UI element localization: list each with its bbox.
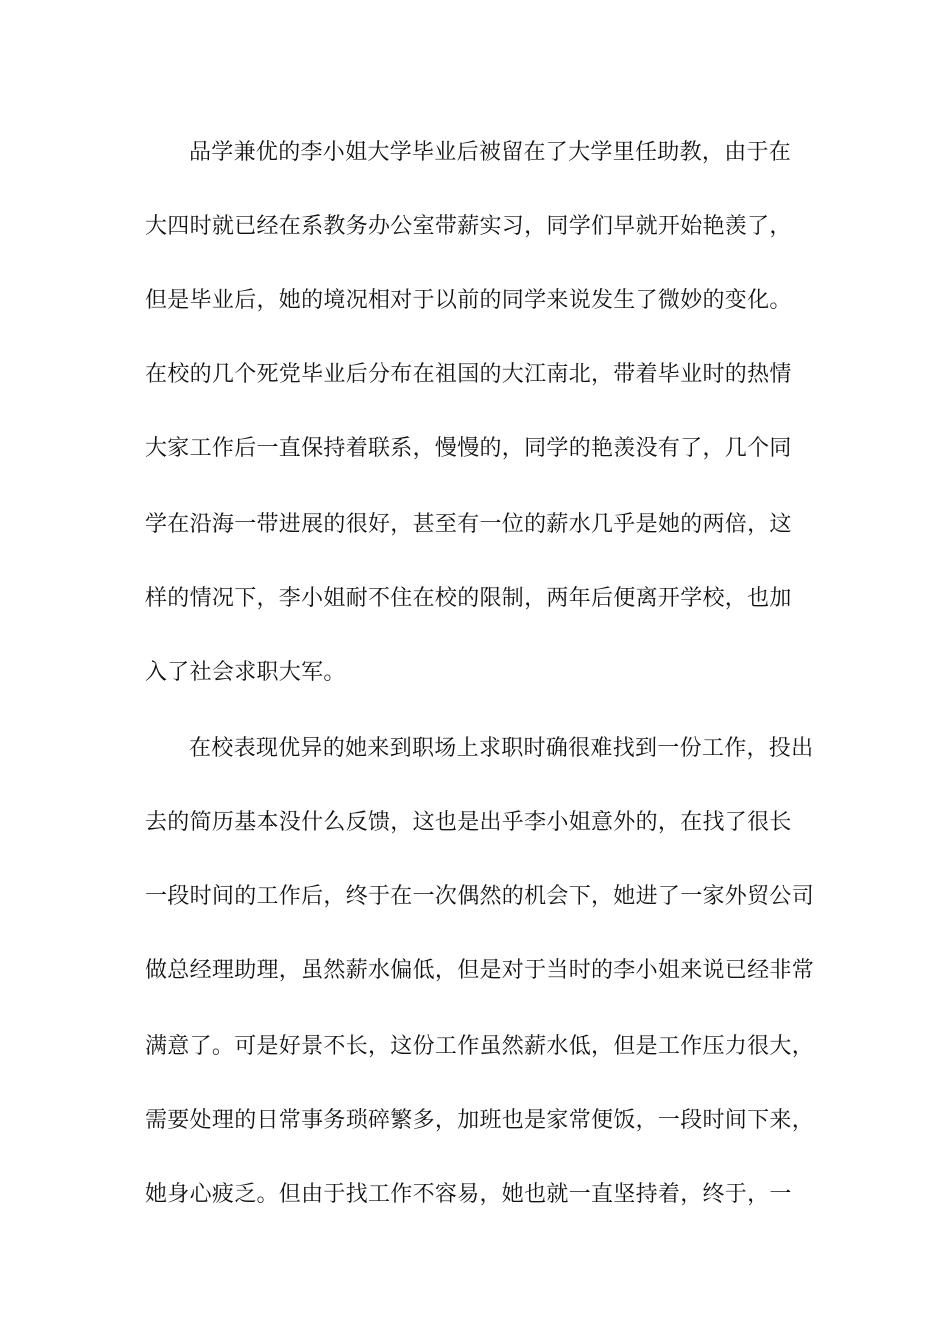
paragraph-1-line-5: 大家工作后一直保持着联系，慢慢的，同学的艳羡没有了，几个同 — [145, 436, 792, 461]
paragraph-1-line-4: 在校的几个死党毕业后分布在祖国的大江南北，带着毕业时的热情 — [145, 362, 792, 387]
paragraph-1-line-3: 但是毕业后，她的境况相对于以前的同学来说发生了微妙的变化。 — [145, 288, 792, 313]
paragraph-2-line-1: 在校表现优异的她来到职场上求职时确很难找到一份工作，投出 — [189, 736, 814, 761]
paragraph-2-line-6: 需要处理的日常事务琐碎繁多，加班也是家常便饭，一段时间下来， — [145, 1108, 815, 1133]
paragraph-2-line-5: 满意了。可是好景不长，这份工作虽然薪水低，但是工作压力很大， — [145, 1034, 815, 1059]
paragraph-2-line-7: 她身心疲乏。但由于找工作不容易，她也就一直坚持着，终于，一 — [145, 1182, 792, 1207]
paragraph-2-line-4: 做总经理助理，虽然薪水偏低，但是对于当时的李小姐来说已经非常 — [145, 958, 815, 983]
paragraph-1-line-1: 品学兼优的李小姐大学毕业后被留在了大学里任助教，由于在 — [189, 140, 792, 165]
paragraph-1-line-6: 学在沿海一带进展的很好，甚至有一位的薪水几乎是她的两倍，这 — [145, 512, 792, 537]
paragraph-1-line-8: 入了社会求职大军。 — [145, 660, 346, 685]
paragraph-2-line-3: 一段时间的工作后，终于在一次偶然的机会下，她进了一家外贸公司 — [145, 884, 815, 909]
paragraph-1-line-2: 大四时就已经在系教务办公室带薪实习，同学们早就开始艳羡了， — [145, 214, 792, 239]
paragraph-1-line-7: 样的情况下，李小姐耐不住在校的限制，两年后便离开学校，也加 — [145, 586, 792, 611]
paragraph-2-line-2: 去的简历基本没什么反馈，这也是出乎李小姐意外的，在找了很长 — [145, 810, 792, 835]
